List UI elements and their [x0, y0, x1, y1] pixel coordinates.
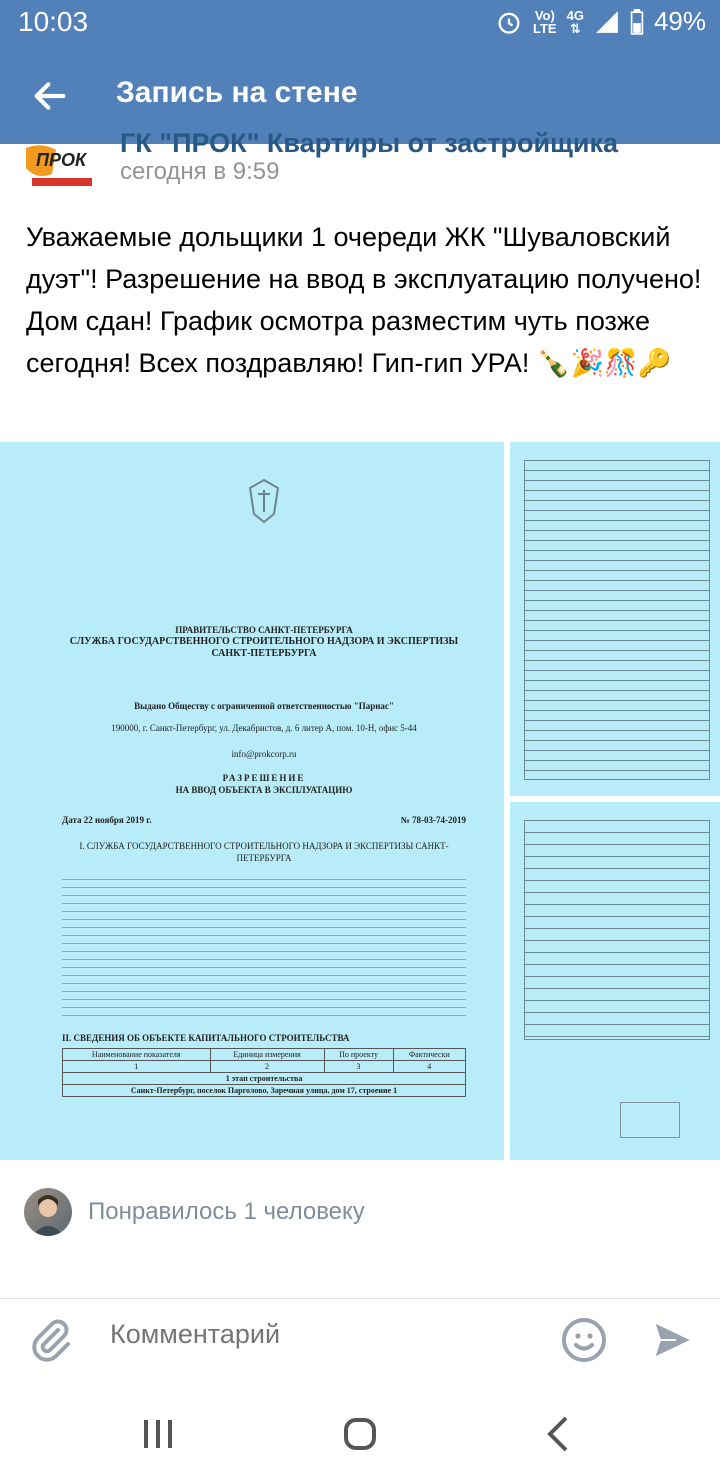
comment-bar: [0, 1300, 720, 1380]
doc-body-filler: [62, 872, 466, 1022]
likes-row[interactable]: [0, 1186, 720, 1242]
doc-table-stage-address: Санкт-Петербург, поселок Парголово, Заречная улица, дом 17, строение 1: [63, 1085, 466, 1097]
coat-of-arms-icon: [244, 478, 284, 524]
doc-table-header: Фактически: [393, 1049, 465, 1061]
doc-section-1: I. СЛУЖБА ГОСУДАРСТВЕННОГО СТРОИТЕЛЬНОГО НАДЗОРА И ЭКСПЕРТИЗЫ САНКТ-ПЕТЕРБУРГА: [79, 841, 449, 863]
doc-section-2: II. СВЕДЕНИЯ ОБ ОБЪЕКТЕ КАПИТАЛЬНОГО СТРОИТЕЛЬСТВА: [62, 1033, 350, 1043]
table-thumbnail: [524, 820, 710, 1040]
post-image-table-1[interactable]: [510, 442, 720, 796]
system-nav-bar: [0, 1390, 720, 1480]
doc-date: Дата 22 ноября 2019 г.: [62, 815, 152, 825]
doc-table: [62, 1048, 466, 1097]
doc-table-num: 2: [210, 1061, 324, 1073]
post-author[interactable]: ГК "ПРОК" Квартиры от застройщика: [120, 128, 619, 158]
doc-line-government: ПРАВИТЕЛЬСТВО САНКТ-ПЕТЕРБУРГА: [175, 625, 353, 635]
doc-line-service: СЛУЖБА ГОСУДАРСТВЕННОГО СТРОИТЕЛЬНОГО НАДЗОРА И ЭКСПЕРТИЗЫ САНКТ-ПЕТЕРБУРГА: [69, 636, 459, 659]
home-icon[interactable]: [336, 1410, 384, 1458]
network-4g-indicator: 4G ⇅: [566, 7, 584, 36]
author-avatar[interactable]: [22, 144, 98, 188]
battery-icon: [630, 9, 644, 35]
post-image-table-2[interactable]: [510, 802, 720, 1160]
volte-indicator: Vo) LTE: [533, 7, 557, 36]
post-header: [0, 128, 720, 200]
doc-email: info@prokcorp.ru: [231, 749, 297, 759]
doc-number: № 78-03-74-2019: [400, 815, 466, 825]
back-arrow-icon[interactable]: [30, 76, 70, 116]
status-icons: [495, 6, 706, 37]
doc-subheading: НА ВВОД ОБЪЕКТА В ЭКСПЛУАТАЦИЮ: [175, 785, 353, 795]
liker-avatar[interactable]: [24, 1188, 72, 1236]
signal-icon: [594, 9, 620, 35]
send-icon[interactable]: [648, 1316, 696, 1364]
recent-apps-icon[interactable]: [134, 1410, 182, 1458]
person-icon: [24, 1188, 72, 1236]
permit-document: [62, 625, 466, 1097]
doc-table-num: 4: [393, 1061, 465, 1073]
attach-icon[interactable]: [26, 1316, 74, 1364]
post-text: Уважаемые дольщики 1 очереди ЖК "Шуваловский дуэт"! Разрешение на ввод в эксплуатацию получено! Дом сдан! График осмотра разместим чуть позже сегодня! Всех поздравляю! Гип-гип УРА! 🍾🎉🎊🔑: [26, 222, 702, 378]
prok-logo-icon: [22, 144, 98, 188]
doc-table-header: Единица измерения: [210, 1049, 324, 1061]
divider: [0, 1298, 720, 1299]
stamp-mark: [620, 1102, 680, 1138]
table-thumbnail: [524, 460, 710, 780]
doc-table-header: По проекту: [324, 1049, 393, 1061]
doc-table-header: Наименование показателя: [63, 1049, 211, 1061]
status-bar: [0, 0, 720, 48]
post-date: сегодня в 9:59: [120, 158, 280, 185]
emoji-icon[interactable]: [560, 1316, 608, 1364]
doc-address: 190000, г. Санкт-Петербург, ул. Декабристов, д. 6 литер А, пом. 10-Н, офис 5-44: [111, 723, 417, 733]
alarm-icon: [495, 8, 523, 36]
likes-count-text[interactable]: Понравилось 1 человеку: [88, 1198, 365, 1225]
page-title: Запись на стене: [116, 76, 358, 109]
doc-table-num: 1: [63, 1061, 211, 1073]
doc-table-num: 3: [324, 1061, 393, 1073]
back-nav-icon[interactable]: [536, 1410, 584, 1458]
comment-input[interactable]: [108, 1318, 508, 1351]
status-time: 10:03: [18, 6, 89, 37]
logo-text: ПРОК: [36, 150, 87, 170]
doc-issued: Выдано Обществу с ограниченной ответственностью "Парнас": [134, 701, 394, 711]
battery-level: 49%: [653, 6, 706, 36]
doc-table-stage: 1 этап строительства: [63, 1073, 466, 1085]
post-image-permit[interactable]: [0, 442, 504, 1160]
doc-heading: РАЗРЕШЕНИЕ: [222, 773, 306, 783]
